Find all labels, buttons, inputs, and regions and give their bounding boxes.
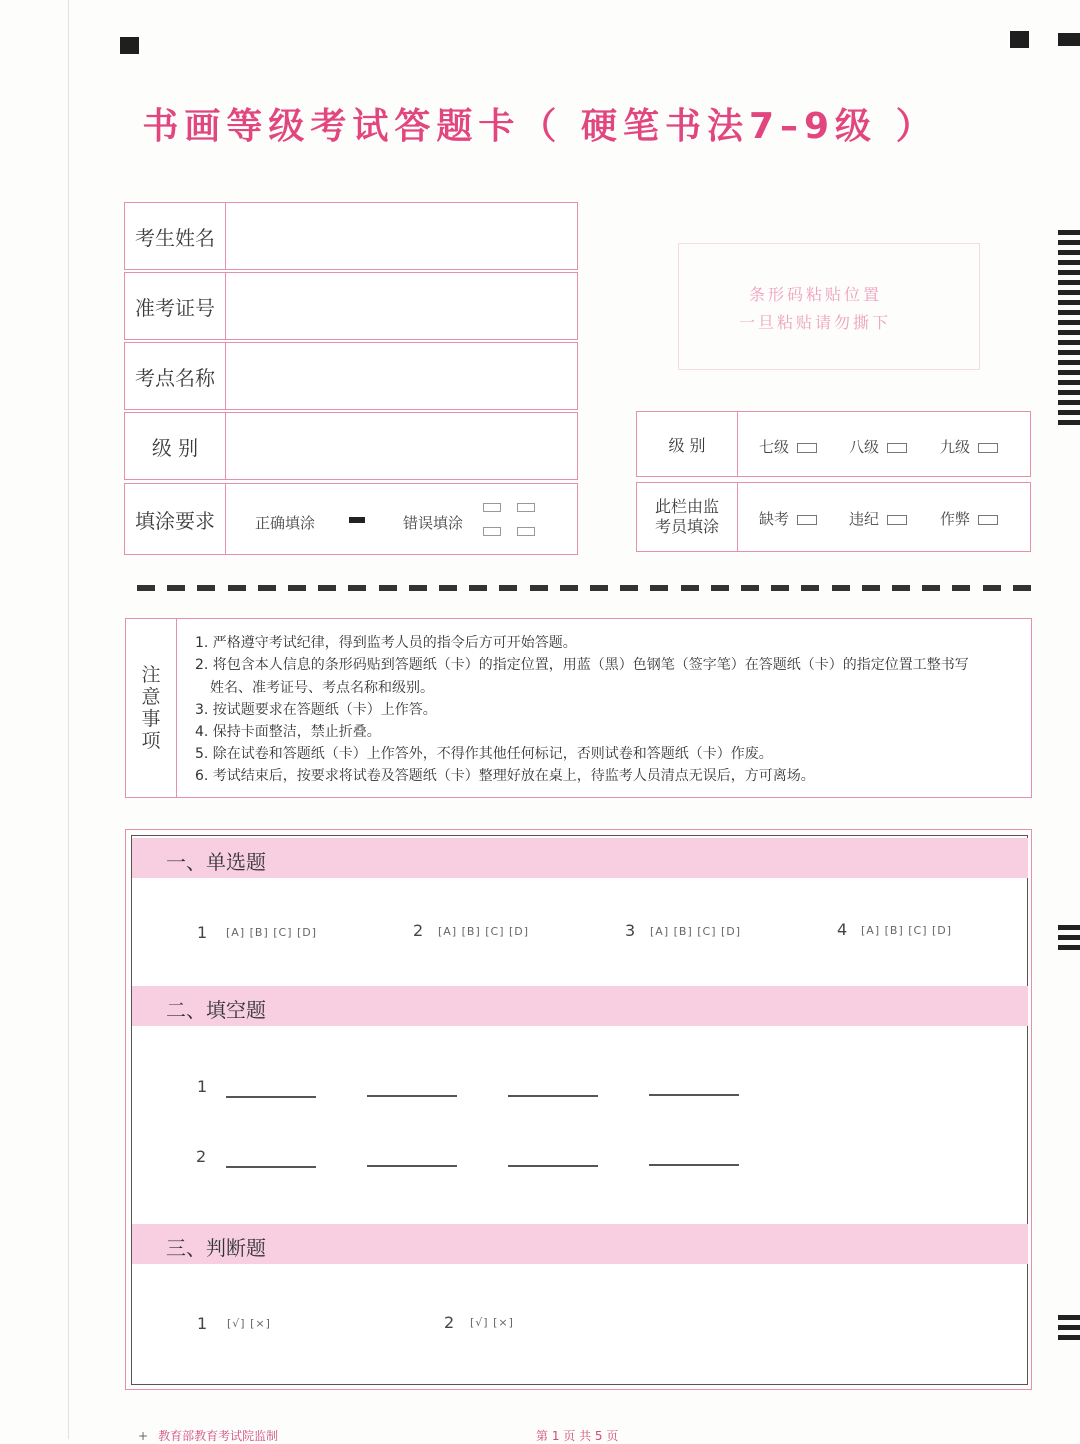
divider-dash [922,585,940,591]
divider-dash [348,585,366,591]
corner-marker-edge [1058,33,1080,46]
question-number: 1 [197,1314,208,1333]
notice-item: 4. 保持卡面整洁，禁止折叠。 [195,724,381,740]
blank-line[interactable] [367,1095,457,1097]
divider-dash [801,585,819,591]
question-number: 1 [197,1077,208,1096]
timing-marks [1058,230,1080,430]
level-option-8[interactable]: 八级 [849,436,907,457]
divider-dash [258,585,276,591]
notice-heading-char: 事 [141,708,161,730]
divider-dash [439,585,457,591]
corner-marker-top-right [1010,31,1029,48]
divider-dash [862,585,880,591]
question-number: 4 [837,920,848,939]
tf-options[interactable]: [√] [×] [227,1317,271,1330]
correct-fill-label: 正确填涂 [255,514,316,532]
checkbox-icon [978,443,998,453]
notice-heading-char: 注 [141,664,161,686]
proctor-label-line1: 此栏由监 [654,497,719,516]
notice-item: 6. 考试结束后，按要求将试卷及答题纸（卡）整理好放在桌上，待监考人员清点无误后，方可离场。 [195,768,815,784]
field-label: 考生姓名 [125,203,226,269]
blank-line[interactable] [226,1096,316,1098]
blank-line[interactable] [649,1164,739,1166]
section-title: 一、单选题 [166,850,266,874]
divider-dash [892,585,910,591]
divider-dash [741,585,759,591]
field-level[interactable] [124,412,578,480]
question-number: 3 [625,921,636,940]
divider-dash [409,585,427,591]
proctor-option-absent[interactable]: 缺考 [759,508,817,529]
divider-dash [983,585,1001,591]
field-exam-site[interactable] [124,342,578,410]
question-number: 2 [444,1313,455,1332]
barcode-area [678,243,980,370]
plus-icon: + [138,1429,149,1443]
level-select-box [636,411,1031,477]
question-number: 2 [413,921,424,940]
divider-dash [681,585,699,591]
section-true-false [132,1224,1028,1264]
divider-dash [137,585,155,591]
field-label: 填涂要求 [125,484,226,554]
divider-dash [620,585,638,591]
proctor-box [636,482,1031,552]
wrong-fill-example [517,527,535,536]
wrong-fill-label: 错误填涂 [403,514,464,532]
wrong-fill-example [517,503,535,512]
blank-line[interactable] [367,1165,457,1167]
field-name[interactable] [124,202,578,270]
section-title: 二、填空题 [166,998,266,1022]
divider-dash [590,585,608,591]
divider-dash [771,585,789,591]
margin-line [68,0,69,1439]
section-title: 三、判断题 [166,1236,266,1260]
blank-line[interactable] [508,1165,598,1167]
divider-dash [228,585,246,591]
footer-left [138,1427,278,1444]
divider-dash [952,585,970,591]
barcode-text-line2: 一旦粘贴请勿撕下 [739,313,892,332]
proctor-label-line2: 考员填涂 [654,517,719,536]
level-label: 级 别 [637,412,738,476]
section-single-choice [132,838,1028,878]
choice-options[interactable]: [A] [B] [C] [D] [226,926,318,939]
level-option-7[interactable]: 七级 [759,436,817,457]
wrong-fill-example [483,527,501,536]
divider-dash [318,585,336,591]
barcode-text-line1: 条形码粘贴位置 [749,285,883,304]
corner-marker-top-left [120,37,139,54]
field-label: 准考证号 [125,273,226,339]
notice-heading-char: 项 [141,730,161,752]
timing-marks [1058,1315,1080,1345]
tf-options[interactable]: [√] [×] [470,1316,514,1329]
section-fill-blank [132,986,1028,1026]
checkbox-icon [797,515,817,525]
divider-dash [711,585,729,591]
divider-dash [832,585,850,591]
checkbox-icon [887,443,907,453]
notice-heading [126,619,177,797]
blank-line[interactable] [649,1094,739,1096]
checkbox-icon [887,515,907,525]
divider-dash [197,585,215,591]
divider-dash [650,585,668,591]
question-number: 2 [196,1147,207,1166]
footer-left-text: 教育部教育考试院监制 [158,1429,279,1443]
notice-item: 2. 将包含本人信息的条形码贴到答题纸（卡）的指定位置，用蓝（黑）色钢笔（签字笔）在答题纸（卡）的指定位置工整书写 [195,657,969,673]
field-exam-id[interactable] [124,272,578,340]
choice-options[interactable]: [A] [B] [C] [D] [438,925,530,938]
level-option-9[interactable]: 九级 [940,436,998,457]
checkbox-icon [978,515,998,525]
choice-options[interactable]: [A] [B] [C] [D] [861,924,953,937]
notice-item: 3. 按试题要求在答题纸（卡）上作答。 [195,702,437,718]
proctor-option-violation[interactable]: 违纪 [849,508,907,529]
question-number: 1 [197,923,208,942]
divider-dash [530,585,548,591]
field-label: 级 别 [125,413,226,479]
notice-item: 5. 除在试卷和答题纸（卡）上作答外，不得作其他任何标记，否则试卷和答题纸（卡）作废。 [195,746,773,762]
proctor-option-cheating[interactable]: 作弊 [940,508,998,529]
timing-marks [1058,925,1080,955]
notice-item: 1. 严格遵守考试纪律，得到监考人员的指令后方可开始答题。 [195,635,577,651]
wrong-fill-example [483,503,501,512]
divider-dash [1013,585,1031,591]
blank-line[interactable] [226,1166,316,1168]
choice-options[interactable]: [A] [B] [C] [D] [650,925,742,938]
divider-dash [499,585,517,591]
answer-area-inner [131,835,1028,1385]
footer-page: 第 1 页 共 5 页 [536,1429,619,1443]
divider-dash [469,585,487,591]
field-label: 考点名称 [125,343,226,409]
correct-fill-mark [349,517,365,523]
page-title: 书画等级考试答题卡（ 硬笔书法7–9级 ） [142,106,938,147]
divider-dash [560,585,578,591]
notice-item: 姓名、准考证号、考点名称和级别。 [210,680,434,696]
fill-requirement-box [124,483,578,555]
divider-dash [167,585,185,591]
notice-heading-char: 意 [141,686,161,708]
proctor-label [637,483,738,551]
checkbox-icon [797,443,817,453]
divider-dash [379,585,397,591]
blank-line[interactable] [508,1095,598,1097]
divider-dash [288,585,306,591]
